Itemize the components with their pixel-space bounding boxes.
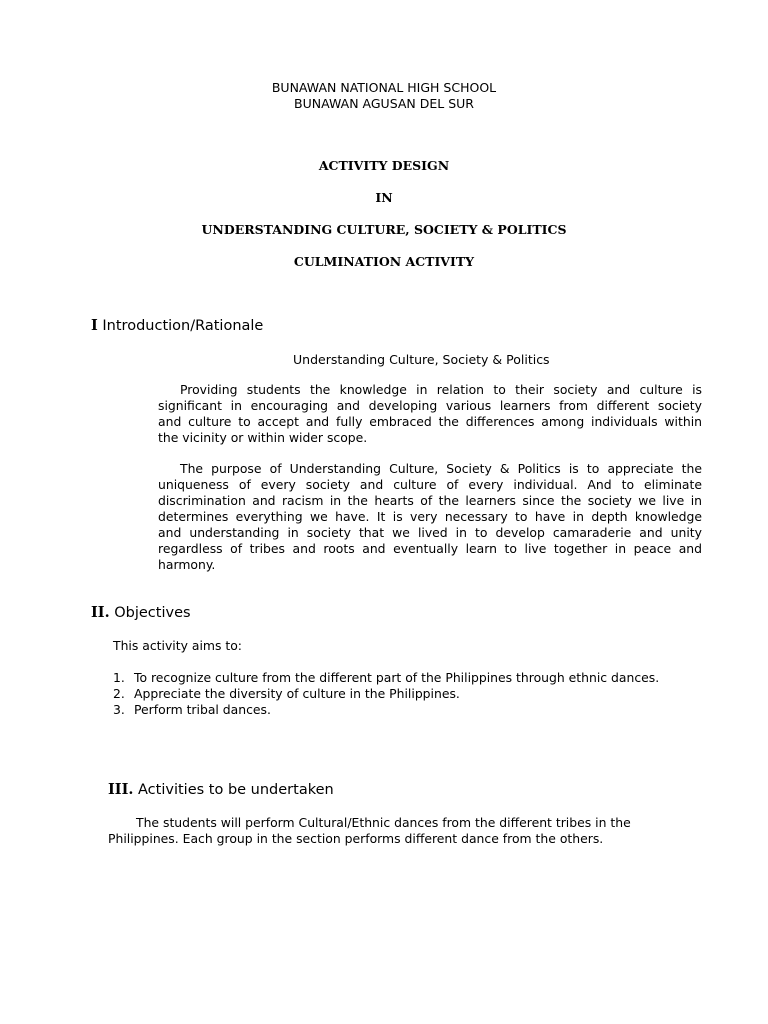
section-3-heading [108, 781, 334, 799]
paragraph-line: harmony. [158, 557, 216, 572]
section-3-title: Activities to be undertaken [138, 782, 334, 798]
paragraph-line: and culture to accept and fully embraced the differences among individuals within [158, 414, 702, 429]
list-item [113, 702, 659, 718]
paragraph-line: significant in encouraging and developing various learners from different society [158, 398, 702, 413]
paragraph-line: and understanding in society that we lived in to develop camaraderie and unity [158, 525, 702, 540]
rationale-paragraph-1 [158, 382, 702, 446]
objectives-intro: This activity aims to: [113, 638, 242, 653]
paragraph-line: Providing students the knowledge in relation to their society and culture is [180, 382, 702, 397]
section-1-subtitle: Understanding Culture, Society & Politics [293, 352, 550, 367]
rationale-paragraph-2 [158, 461, 702, 573]
section-2-number: II. [91, 604, 110, 621]
paragraph-line: regardless of tribes and roots and eventually learn to live together in peace and [158, 541, 702, 556]
paragraph-line: uniqueness of every society and culture of every individual. And to eliminate [158, 477, 702, 492]
activities-paragraph-line-1: The students will perform Cultural/Ethnic dances from the different tribes in the [136, 815, 631, 830]
section-1-number: I [91, 317, 98, 334]
paragraph-line: determines everything we have. It is very necessary to have in depth knowledge [158, 509, 702, 524]
objectives-list [113, 670, 659, 718]
title-activity-design: ACTIVITY DESIGN [318, 158, 450, 173]
activities-paragraph-line-2: Philippines. Each group in the section performs different dance from the others. [108, 831, 604, 846]
title-culmination: CULMINATION ACTIVITY [293, 254, 475, 269]
list-item [113, 686, 659, 702]
school-name: BUNAWAN NATIONAL HIGH SCHOOL [271, 80, 497, 95]
list-item-text: Perform tribal dances. [134, 702, 271, 717]
section-2-title: Objectives [114, 605, 191, 621]
list-item-text: Appreciate the diversity of culture in the Philippines. [134, 686, 460, 701]
list-item-number: 1. [113, 670, 125, 685]
list-item-text: To recognize culture from the different part of the Philippines through ethnic dances. [134, 670, 660, 685]
section-3-number: III. [108, 781, 134, 798]
list-item [113, 670, 659, 686]
paragraph-line: the vicinity or within wider scope. [158, 430, 368, 445]
school-address: BUNAWAN AGUSAN DEL SUR [294, 96, 474, 111]
title-subject: UNDERSTANDING CULTURE, SOCIETY & POLITICS [201, 222, 567, 237]
section-1-heading [91, 317, 263, 335]
paragraph-line: The purpose of Understanding Culture, Society & Politics is to appreciate the [180, 461, 702, 476]
title-in: IN [375, 190, 393, 205]
list-item-number: 3. [113, 702, 125, 717]
section-1-title: Introduction/Rationale [102, 318, 264, 334]
paragraph-line: discrimination and racism in the hearts of the learners since the society we live in [158, 493, 702, 508]
list-item-number: 2. [113, 686, 125, 701]
section-2-heading [91, 604, 191, 622]
